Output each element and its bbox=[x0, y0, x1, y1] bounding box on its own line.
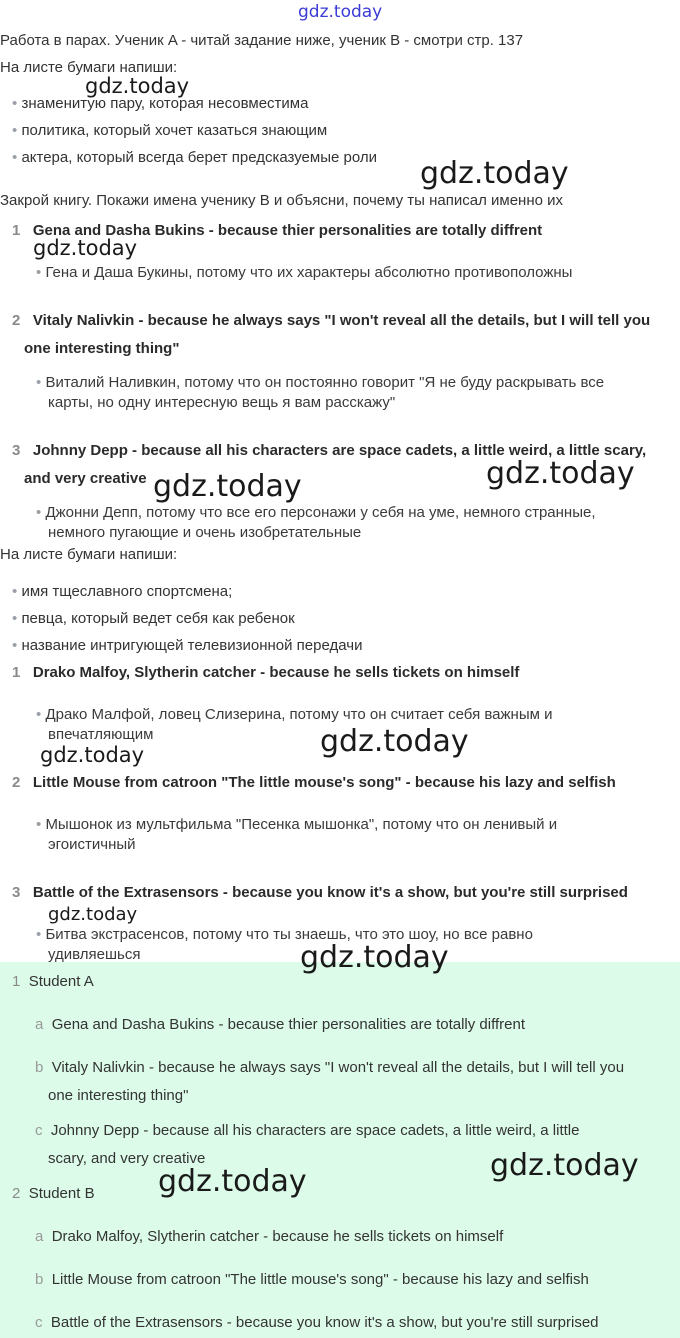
bullet-text: имя тщеславного спортсмена; bbox=[21, 583, 233, 600]
list-number: 2 bbox=[12, 312, 21, 329]
watermark: gdz.today bbox=[320, 724, 469, 759]
watermark: gdz.today bbox=[85, 74, 190, 98]
watermark: gdz.today bbox=[158, 1164, 307, 1199]
part2-bullet-1 bbox=[12, 583, 232, 600]
bullet-text: название интригующей телевизионной передачи bbox=[21, 637, 363, 654]
list-number: 3 bbox=[12, 442, 21, 459]
student-b-item-a bbox=[35, 1228, 503, 1245]
watermark: gdz.today bbox=[420, 156, 569, 191]
part2-bullet-2 bbox=[12, 610, 295, 627]
item-letter: a bbox=[35, 1228, 44, 1245]
translation-text: Мышонок из мультфильма "Песенка мышонка", потому что он ленивый и bbox=[45, 816, 558, 833]
part1-bullet-1 bbox=[12, 95, 308, 112]
student-b-header bbox=[12, 1185, 95, 1202]
bullet-text: актера, который всегда берет предсказуемые роли bbox=[21, 149, 377, 166]
bullet-icon: • bbox=[12, 610, 18, 627]
part1-translation-3-cont: немного пугающие и очень изобретательные bbox=[48, 524, 362, 541]
student-a-item-c-cont: scary, and very creative bbox=[48, 1150, 206, 1167]
part2-bullet-3 bbox=[12, 637, 362, 654]
item-letter: b bbox=[35, 1271, 44, 1288]
watermark-top: gdz.today bbox=[298, 2, 383, 22]
student-a-item-a bbox=[35, 1016, 525, 1033]
item-text: Vitaly Nalivkin - because he always says "I won't reveal all the details, but I will tell you bbox=[51, 1059, 625, 1076]
part1-answer-1 bbox=[12, 222, 542, 239]
student-b-item-c bbox=[35, 1314, 599, 1331]
bullet-text: знаменитую пару, которая несовместима bbox=[21, 95, 309, 112]
item-letter: b bbox=[35, 1059, 44, 1076]
answer-text: Vitaly Nalivkin - because he always says "I won't reveal all the details, but I will tell you bbox=[32, 312, 651, 329]
part2-translation-1 bbox=[36, 706, 552, 723]
bullet-text: политика, который хочет казаться знающим bbox=[21, 122, 328, 139]
part1-translation-2-cont: карты, но одну интересную вещь я вам расскажу" bbox=[48, 394, 396, 411]
part1-heading: На листе бумаги напиши: bbox=[0, 59, 178, 76]
watermark: gdz.today bbox=[48, 904, 138, 925]
part2-translation-1-cont: впечатляющим bbox=[48, 726, 154, 743]
list-number: 1 bbox=[12, 973, 21, 990]
bullet-icon: • bbox=[12, 95, 18, 112]
bullet-icon: • bbox=[36, 264, 42, 281]
watermark: gdz.today bbox=[486, 456, 635, 491]
part1-bullet-2 bbox=[12, 122, 327, 139]
bullet-icon: • bbox=[36, 504, 42, 521]
bullet-icon: • bbox=[36, 374, 42, 391]
part1-answer-3 bbox=[12, 442, 646, 459]
item-text: Battle of the Extrasensors - because you know it's a show, but you're still surprised bbox=[50, 1314, 599, 1331]
list-number: 3 bbox=[12, 884, 21, 901]
bullet-icon: • bbox=[36, 706, 42, 723]
intro-text: Работа в парах. Ученик A - читай задание ниже, ученик B - смотри стр. 137 bbox=[0, 32, 524, 49]
part1-translation-1 bbox=[36, 264, 572, 281]
translation-text: Виталий Наливкин, потому что он постоянно говорит "Я не буду раскрывать все bbox=[45, 374, 605, 391]
bullet-icon: • bbox=[36, 816, 42, 833]
item-letter: c bbox=[35, 1314, 43, 1331]
item-letter: a bbox=[35, 1016, 44, 1033]
student-b-item-b bbox=[35, 1271, 589, 1288]
part2-translation-2 bbox=[36, 816, 557, 833]
part2-answer-3 bbox=[12, 884, 628, 901]
part2-translation-3-cont: удивляешься bbox=[48, 946, 141, 963]
item-letter: c bbox=[35, 1122, 43, 1139]
bullet-icon: • bbox=[12, 122, 18, 139]
student-a-item-b bbox=[35, 1059, 624, 1076]
watermark: gdz.today bbox=[490, 1148, 639, 1183]
list-number: 1 bbox=[12, 664, 21, 681]
list-number: 1 bbox=[12, 222, 21, 239]
part1-answer-2-cont: one interesting thing" bbox=[24, 340, 180, 357]
part2-answer-1 bbox=[12, 664, 519, 681]
watermark: gdz.today bbox=[300, 940, 449, 975]
student-a-item-b-cont: one interesting thing" bbox=[48, 1087, 189, 1104]
student-a-item-c bbox=[35, 1122, 579, 1139]
translation-text: Битва экстрасенсов, потому что ты знаешь, что это шоу, но все равно bbox=[45, 926, 533, 943]
part2-translation-2-cont: эгоистичный bbox=[48, 836, 136, 853]
bullet-icon: • bbox=[12, 583, 18, 600]
answer-text: Little Mouse from catroon "The little mouse's song" - because his lazy and selfish bbox=[32, 774, 616, 791]
answer-text: Drako Malfoy, Slytherin catcher - because he sells tickets on himself bbox=[32, 664, 520, 681]
bullet-icon: • bbox=[12, 149, 18, 166]
part1-answer-2 bbox=[12, 312, 650, 329]
part1-bullet-3 bbox=[12, 149, 377, 166]
item-text: Johnny Depp - because all his characters are space cadets, a little weird, a little bbox=[50, 1122, 580, 1139]
watermark: gdz.today bbox=[33, 236, 138, 260]
answer-text: Johnny Depp - because all his characters are space cadets, a little weird, a little scary, bbox=[32, 442, 647, 459]
student-label: Student B bbox=[28, 1185, 95, 1202]
item-text: Little Mouse from catroon "The little mouse's song" - because his lazy and selfish bbox=[51, 1271, 589, 1288]
part1-translation-3 bbox=[36, 504, 596, 521]
item-text: Gena and Dasha Bukins - because thier personalities are totally diffrent bbox=[51, 1016, 526, 1033]
bullet-icon: • bbox=[12, 637, 18, 654]
student-label: Student A bbox=[28, 973, 94, 990]
watermark: gdz.today bbox=[153, 469, 302, 504]
translation-text: Джонни Депп, потому что все его персонажи у себя на уме, немного странные, bbox=[45, 504, 596, 521]
part1-answer-3-cont: and very creative bbox=[24, 470, 147, 487]
bullet-icon: • bbox=[36, 926, 42, 943]
item-text: Drako Malfoy, Slytherin catcher - because he sells tickets on himself bbox=[51, 1228, 504, 1245]
translation-text: Драко Малфой, ловец Слизерина, потому что он считает себя важным и bbox=[45, 706, 553, 723]
part1-instruction: Закрой книгу. Покажи имена ученику B и объясни, почему ты написал именно их bbox=[0, 192, 563, 209]
answer-text: Battle of the Extrasensors - because you know it's a show, but you're still surprised bbox=[32, 884, 628, 901]
part2-answer-2 bbox=[12, 774, 616, 791]
list-number: 2 bbox=[12, 1185, 21, 1202]
translation-text: Гена и Даша Букины, потому что их характеры абсолютно противоположны bbox=[45, 264, 573, 281]
part2-heading: На листе бумаги напиши: bbox=[0, 546, 178, 563]
list-number: 2 bbox=[12, 774, 21, 791]
watermark: gdz.today bbox=[40, 743, 145, 767]
part2-translation-3 bbox=[36, 926, 533, 943]
student-a-header bbox=[12, 973, 94, 990]
bullet-text: певца, который ведет себя как ребенок bbox=[21, 610, 295, 627]
answer-text: Gena and Dasha Bukins - because thier personalities are totally diffrent bbox=[32, 222, 543, 239]
part1-translation-2 bbox=[36, 374, 604, 391]
